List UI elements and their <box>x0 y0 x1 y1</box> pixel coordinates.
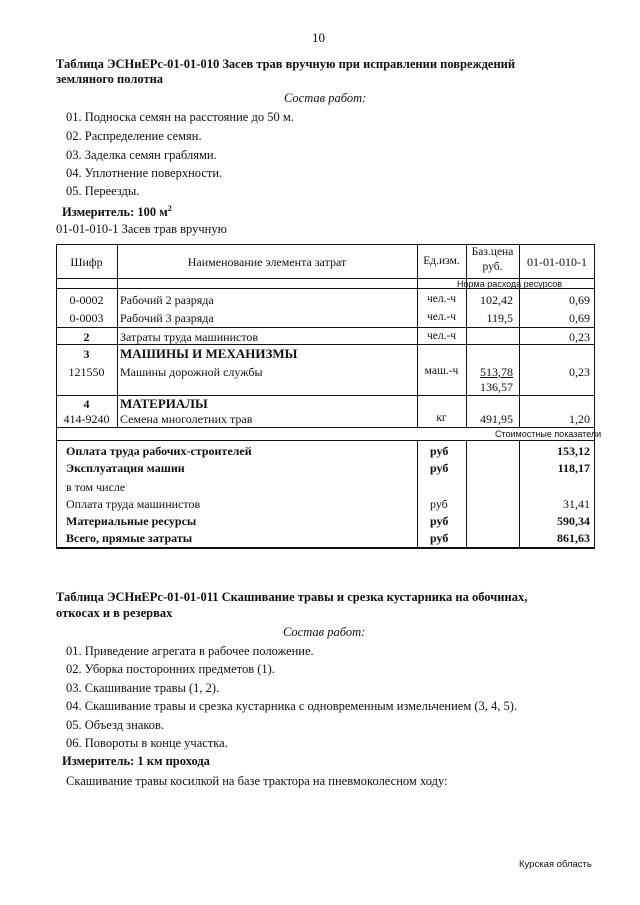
table1-step: 05. Переезды. <box>66 184 140 198</box>
table2-meter: Измеритель: 1 км прохода <box>62 754 210 768</box>
header-unit: Ед.изм. <box>423 255 460 267</box>
cost-unit: руб <box>430 461 449 475</box>
table1-step: 04. Уплотнение поверхности. <box>66 166 223 180</box>
row-name: Рабочий 2 разряда <box>120 293 214 307</box>
row-code: 0-0003 <box>69 311 104 325</box>
page-number: 10 <box>312 30 325 45</box>
row-value: 1,20 <box>569 412 590 426</box>
row-value: 0,23 <box>569 365 590 379</box>
row-unit: чел.-ч <box>426 293 457 305</box>
header-price-line1: Баз.цена <box>471 246 514 258</box>
table2-step: 01. Приведение агрегата в рабочее положение. <box>66 644 314 658</box>
cost-value: 31,41 <box>563 497 590 511</box>
cost-label: Стоимостные показатели <box>495 429 602 439</box>
row-unit: чел.-ч <box>426 311 457 323</box>
table2-title-line1: Таблица ЭСНиЕРс-01-01-011 Скашивание травы и срезка кустарника на обочинах, <box>56 590 528 604</box>
table2-step: 04. Скашивание травы и срезка кустарника с одновременным измельчением (3, 4, 5). <box>66 699 518 713</box>
table2-title-line2: откосах и в резервах <box>56 606 173 620</box>
row-price: 102,42 <box>480 293 513 307</box>
cost-name: Материальные ресурсы <box>66 514 197 528</box>
row-value: 0,69 <box>569 311 590 325</box>
header-code: Шифр <box>70 255 103 269</box>
cost-unit: руб <box>430 444 449 458</box>
row-code: 414-9240 <box>63 412 110 426</box>
row-section-title: МАТЕРИАЛЫ <box>120 396 208 411</box>
table1-step: 02. Распределение семян. <box>66 129 202 143</box>
table1-step: 01. Подноска семян на расстояние до 50 м. <box>66 110 294 124</box>
header-name: Наименование элемента затрат <box>187 255 347 269</box>
row-price: 491,95 <box>480 412 513 426</box>
table1-item-code: 01-01-010-1 Засев трав вручную <box>56 222 227 236</box>
cost-unit: руб <box>430 497 448 511</box>
header-price-line2: руб. <box>482 261 503 273</box>
row-name: Рабочий 3 разряда <box>120 311 214 325</box>
cost-value: 153,12 <box>557 444 590 458</box>
row-code: 0-0002 <box>69 293 104 307</box>
cost-value: 861,63 <box>557 531 590 545</box>
row-value: 0,23 <box>569 330 590 344</box>
row-name: Семена многолетних трав <box>120 412 253 426</box>
table2-description: Скашивание травы косилкой на базе трактора на пневмоколесном ходу: <box>66 774 448 788</box>
cost-value: 118,17 <box>557 461 590 475</box>
row-price: 513,78 <box>480 365 513 379</box>
row-code: 4 <box>83 397 90 411</box>
table2-step: 03. Скашивание травы (1, 2). <box>66 681 220 695</box>
table1-title-line1: Таблица ЭСНиЕРс-01-01-010 Засев трав вручную при исправлении повреждений <box>56 57 516 71</box>
row-name: Машины дорожной службы <box>120 365 263 379</box>
resource-table <box>56 244 602 548</box>
table1-composition-heading: Состав работ: <box>284 91 367 105</box>
row-unit: чел.-ч <box>426 330 457 342</box>
header-column-code: 01-01-010-1 <box>527 255 587 269</box>
cost-name: Оплата труда машинистов <box>66 497 201 511</box>
table1-meter: Измеритель: 100 $м^2$ <box>62 204 172 220</box>
cost-name: Эксплуатация машин <box>66 461 185 475</box>
footer-region: Курская область <box>519 859 592 870</box>
table1-title-line2: земляного полотна <box>56 72 164 86</box>
row-code: 121550 <box>68 365 105 379</box>
table1-step: 03. Заделка семян граблями. <box>66 148 217 162</box>
row-code: 3 <box>83 347 90 361</box>
row-name: Затраты труда машинистов <box>120 330 259 344</box>
row-price: 119,5 <box>486 311 513 325</box>
row-code: 2 <box>83 330 90 344</box>
row-section-title: МАШИНЫ И МЕХАНИЗМЫ <box>120 346 298 361</box>
norm-label: Норма расхода ресурсов <box>457 279 562 289</box>
cost-name: Оплата труда рабочих-строителей <box>66 444 252 458</box>
table2-step: 06. Повороты в конце участка. <box>66 736 228 750</box>
row-unit: кг <box>436 412 447 424</box>
row-value: 0,69 <box>569 293 590 307</box>
cost-value: 590,34 <box>557 514 590 528</box>
row-price-secondary: 136,57 <box>480 380 513 394</box>
cost-name: Всего, прямые затраты <box>66 531 193 545</box>
row-unit: маш.-ч <box>424 365 459 377</box>
table2-step: 05. Объезд знаков. <box>66 718 165 732</box>
table2-step: 02. Уборка посторонних предметов (1). <box>66 662 275 676</box>
cost-unit: руб <box>430 531 449 545</box>
cost-unit: руб <box>430 514 449 528</box>
table2-composition-heading: Состав работ: <box>283 625 366 639</box>
cost-subheading: в том числе <box>66 480 126 494</box>
